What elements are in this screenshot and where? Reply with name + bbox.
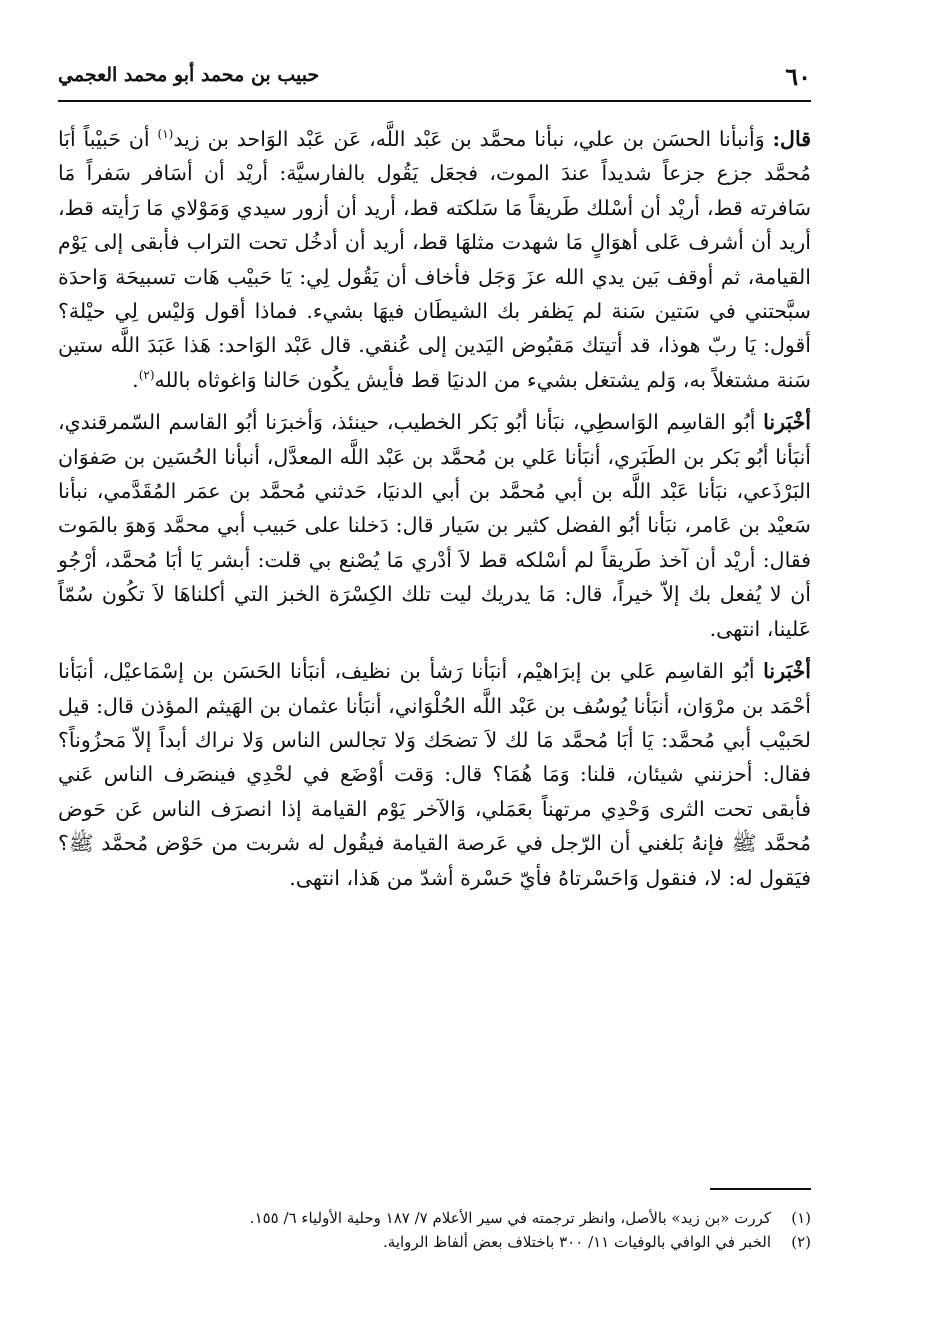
footnotes	[58, 1206, 811, 1254]
footnote-marker-2: (٢)	[138, 368, 155, 383]
footnote-2	[58, 1230, 811, 1254]
paragraph-lead: أخْبَرنا	[763, 659, 811, 684]
paragraph-text: وَأنبأنا الحسَن بن علي، نبأنا محمَّد بن عَبْد اللَّه، عَن عَبْد الوَاحد بن زيد	[173, 127, 773, 151]
page-header	[58, 60, 811, 102]
footnote-number: (٢)	[791, 1233, 811, 1251]
paragraph-2	[58, 405, 811, 646]
footnote-1	[58, 1206, 811, 1230]
paragraph-end: .	[132, 367, 139, 392]
paragraph-text: أن حَبيْباً أبَا مُحمَّد جزع جزعاً شديداً عندَ الموت، فجعَل يَقُول بالفارسيَّة: أريْد أن أسَافر سَفراً مَا سَافرته قط، أريْد أن أسْلك طَريقاً مَا سَلكته قط، أريد أن أزور سيدي وَمَوْلاي مَا رَأيته قط، أريد أن أشرف عَلى أهوَالٍ مَا شهدت مثلهَا قط، أريد أن أدخُل تحت التراب فأبقى إلى يَوْم القيامة، ثم أوقف بَين يدي الله عزَ وَجَل فأخاف أن يَقُول لِي: يَا حَبيْب هَات تسبيحَة وَاحدَة سبَّحتني في سَتين سَنة لم يَظفر بك الشيطَان فيهَا بشيء. فماذا أقول وَليْس لِي حيْلة؟ أقول: يَا ربّ هوذا، قد أتيتك مَقبُوض اليَدين إلى عُنقي. قال عَبْد الوَاحد: هَذا عَبَدَ اللَّه ستين سَنة مشتغلاً به، وَلم يشتغل بشيء من الدنيَا قط فأيش يكُون حَالنا وَاغوثاه بالله	[58, 127, 811, 392]
running-title: حبيب بن محمد أبو محمد العجمي	[58, 64, 320, 86]
footnote-number: (١)	[791, 1209, 811, 1227]
paragraph-1	[58, 122, 811, 397]
footnote-marker-1: (١)	[157, 127, 174, 142]
footnote-divider	[710, 1188, 811, 1190]
paragraph-text: أبُو القاسِم عَلي بن إبرَاهيْم، أنبَأنا رَشأ بن نظيف، أنبَأنا الحَسَن بن إسْمَاعيْل، أنبَأنا أحْمَد بن مرْوَان، أنبَأنا يُوسُف بن عَبْد اللَّه الحُلْوَاني، أنبَأنا عثمان بن الهَيثم المؤذن قال: قيل لحَبيْب أبي مُحمَّد: يَا أبَا مُحمَّد مَا لك لاَ تضحَك وَلا تجالس الناس وَلا نراك أبداً إلاّ مَحزُوناً؟ فقال: أحزنني شيئان، قلنا: وَمَا هُمَا؟ قال: وَقت أوْضَع في لحْدِي فينصَرف الناس عَني فأبقى تحت الثرى وَحْدِي مرتهناً بعَمَلي، وَالآخر يَوْم القيامة إذا انصرَف الناس عَن حَوض مُحمَّد ﷺ فإنهُ بَلغني أن الرّجل في عَرصة القيامة فيقُول له شربت من حَوْض مُحمَّد ﷺ؟ فيَقول له: لا، فنقول وَاحَسْرتاهُ فأيّ حَسْرة أشدّ من هَذا، انتهى.	[58, 659, 811, 890]
footnote-text: كررت «بن زيد» بالأصل، وانظر ترجمته في سير الأعلام ٧/ ١٨٧ وحلية الأولياء ٦/ ١٥٥.	[249, 1209, 771, 1227]
paragraph-lead: قال:	[772, 127, 811, 151]
paragraph-lead: أخْبَرنا	[763, 410, 811, 435]
footnote-text: الخبر في الوافي بالوفيات ١١/ ٣٠٠ باختلاف بعض ألفاظ الرواية.	[383, 1233, 771, 1251]
main-text	[58, 122, 811, 903]
paragraph-3	[58, 654, 811, 895]
page-number: ٦٠	[785, 62, 811, 91]
paragraph-text: أبُو القاسِم الوَاسطِي، نبَأنا أبُو بَكر الخطيب، حينئذ، وَأخبرَنا أبُو القاسم السّمرقندي، أنبَأنا أبُو بَكر بن الطَبَري، أنبَأنا عَلي بن مُحمَّد بن عَبْد اللَّه المعدَّل، أنبأنا الحُسَين بن صَفوَان البَرْذَعي، نبَأنا عَبْد اللَّه بن أبي مُحمَّد بن أبي الدنيَا، حَدثني مُحمَّد بن عمَر المُقَدَّمي، نبأنا سَعيْد بن عَامر، نبَأنا أبُو الفضل كثير بن سَيار قال: دَخلنا على حَبيب أبي محمَّد وَهوَ بالمَوت فقال: أريْد أن آخذ طَريقاً لم أسْلكه قط لاَ أدْري مَا يُصْنع بي قلت: أبشر يَا أبَا مُحمَّد، أرْجُو أن لا يُفعل بك إلاّ خيراً، قال: مَا يدريك ليت تلك الكِسْرَة الخبز التي أكلناهَا لاَ تكُون سُمّاً عَلينا، انتهى.	[58, 410, 811, 641]
